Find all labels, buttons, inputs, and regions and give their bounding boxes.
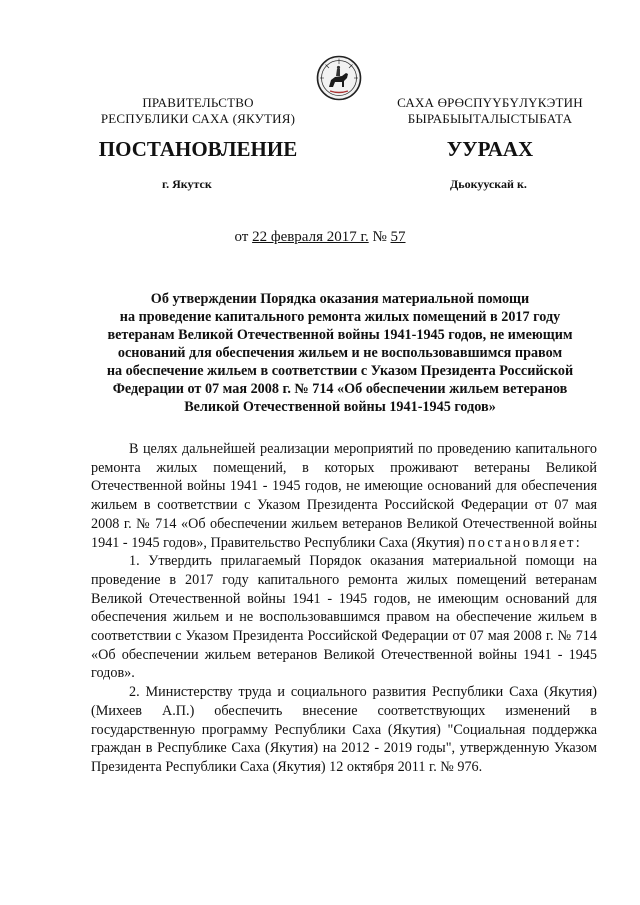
- city-ru: г. Якутск: [162, 177, 212, 191]
- number-prefix: №: [372, 229, 387, 245]
- resolve-word: постановляет:: [467, 534, 582, 551]
- coat-of-arms-emblem-icon: [316, 55, 362, 101]
- title-line: на проведение капитального ремонта жилых помещений в 2017 году: [119, 309, 561, 325]
- title-line: Об утверждении Порядка оказания материальной помощи: [150, 291, 530, 307]
- item-1-paragraph: 1. Утвердить прилагаемый Порядок оказания материальной помощи на проведение в 2017 году капитального ремонта жилых помещений ветеранам Великой Отечественной войны 1941 - 1945 годов, не имеющим оснований для обеспечения жильем и не воспользовавшимся правом на обеспечение жильем в соответствии с Указом Президента Российской Федерации от 07 мая 2008 г. № 714 «Об обеспечении жильем ветеранов Великой Отечественной войны 1941 - 1945 годов».: [91, 553, 597, 682]
- title-line: Великой Отечественной войны 1941-1945 годов»: [184, 399, 496, 415]
- doc-type-ru: ПОСТАНОВЛЕНИЕ: [98, 137, 298, 161]
- government-name-ru: [86, 95, 310, 127]
- document-title: [96, 290, 584, 416]
- government-name-sakha-line1: САХА ӨРӨСПҮҮБҮЛҮКЭТИН: [397, 95, 583, 110]
- intro-paragraph: [91, 440, 597, 552]
- item-2-paragraph: 2. Министерству труда и социального развития Республики Саха (Якутия) (Михеев А.П.) обеспечить внесение соответствующих изменений в государственную программу Республики Саха (Якутия) "Социальная поддержка граждан в Республике Саха (Якутия) на 2012 - 2019 годы", утвержденную Указом Президента Республики Саха (Якутия) 12 октября 2011 г. № 976.: [91, 684, 597, 775]
- document-date: 22 февраля 2017 г.: [252, 229, 369, 245]
- title-line: ветеранам Великой Отечественной войны 1941-1945 годов, не имеющим: [107, 327, 573, 343]
- document-date-line: [0, 229, 640, 246]
- title-line: на обеспечение жильем в соответствии с Указом Президента Российской: [106, 363, 574, 379]
- date-prefix: от: [234, 229, 249, 245]
- city-sakha: Дьокуускай к.: [450, 177, 527, 191]
- title-line: оснований для обеспечения жильем и не воспользовавшимся правом: [117, 345, 563, 361]
- document-body: [91, 440, 597, 777]
- doc-type-sakha: УУРААХ: [446, 137, 534, 161]
- government-name-sakha: [378, 95, 602, 127]
- government-name-ru-line1: ПРАВИТЕЛЬСТВО: [142, 95, 254, 110]
- title-line: Федерации от 07 мая 2008 г. № 714 «Об обеспечении жильем ветеранов: [112, 381, 568, 397]
- government-name-ru-line2: РЕСПУБЛИКИ САХА (ЯКУТИЯ): [100, 111, 296, 126]
- intro-text: В целях дальнейшей реализации мероприятий по проведению капитального ремонта жилых помещений, в которых проживают ветераны Великой Отечественной войны 1941 - 1945 годов, не имеющие оснований для обеспечения жильем в соответствии с Указом Президента Российской Федерации от 07 мая 2008 г. № 714 «Об обеспечении жильем ветеранов Великой Отечественной войны 1941 - 1945 годов», Правительство Республики Саха (Якутия): [91, 441, 597, 551]
- document-number: 57: [390, 229, 406, 245]
- government-name-sakha-line2: БЫРАБЫЫТАЛЫСТЫБАТА: [407, 111, 573, 126]
